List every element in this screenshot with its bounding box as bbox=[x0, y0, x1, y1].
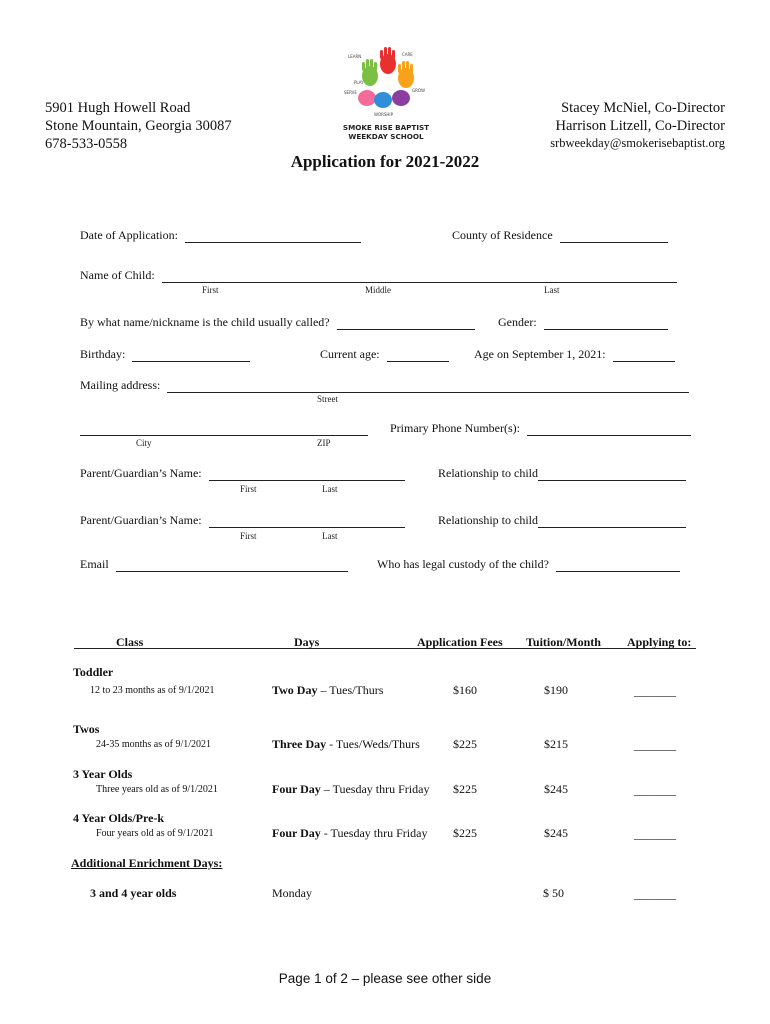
apply-fours-blank[interactable]: _______ bbox=[634, 827, 676, 841]
svg-text:SMOKE RISE BAPTIST: SMOKE RISE BAPTIST bbox=[342, 123, 430, 132]
mailing-label: Mailing address: bbox=[80, 378, 161, 392]
parent1-first-caption: First bbox=[240, 484, 257, 494]
school-address-line1: 5901 Hugh Howell Road bbox=[45, 100, 191, 116]
gender-label: Gender: bbox=[498, 315, 537, 329]
parent1-last-caption: Last bbox=[322, 484, 338, 494]
gender-field[interactable] bbox=[498, 315, 668, 330]
email-line[interactable] bbox=[116, 559, 348, 572]
apply-toddler-blank[interactable]: _______ bbox=[634, 684, 676, 698]
table-row-class: Twos bbox=[73, 722, 100, 736]
director-2: Harrison Litzell, Co-Director bbox=[555, 118, 725, 134]
table-row-class: 4 Year Olds/Pre-k bbox=[73, 811, 165, 825]
email-label: Email bbox=[80, 557, 109, 571]
current-age-line[interactable] bbox=[387, 349, 449, 362]
nickname-label: By what name/nickname is the child usually called? bbox=[80, 315, 330, 329]
svg-text:WORSHIP: WORSHIP bbox=[374, 112, 394, 117]
relationship2-label: Relationship to child bbox=[438, 513, 538, 527]
enrichment-tuition: $ 50 bbox=[543, 886, 564, 900]
table-row-days: Two Day – Tues/Thurs bbox=[272, 683, 384, 697]
svg-text:CARE: CARE bbox=[402, 52, 413, 57]
parent2-first-caption: First bbox=[240, 531, 257, 541]
handprints-icon bbox=[340, 44, 432, 146]
table-row-class: Toddler bbox=[73, 665, 114, 679]
table-row-tuition: $215 bbox=[544, 737, 568, 751]
zip-caption: ZIP bbox=[317, 438, 331, 448]
age-september-field[interactable] bbox=[474, 347, 675, 362]
svg-text:GROW: GROW bbox=[412, 88, 425, 93]
table-row-tuition: $245 bbox=[544, 782, 568, 796]
school-logo bbox=[340, 44, 432, 146]
phone-line[interactable] bbox=[527, 423, 691, 436]
table-row-fee: $160 bbox=[453, 683, 477, 697]
school-address-line2: Stone Mountain, Georgia 30087 bbox=[45, 118, 232, 134]
table-row-detail: 12 to 23 months as of 9/1/2021 bbox=[90, 685, 215, 696]
child-name-field[interactable] bbox=[80, 268, 677, 283]
enrichment-class: 3 and 4 year olds bbox=[90, 886, 177, 900]
last-caption: Last bbox=[544, 285, 560, 295]
parent1-line[interactable] bbox=[209, 468, 405, 481]
age-september-line[interactable] bbox=[613, 349, 675, 362]
school-phone: 678-533-0558 bbox=[45, 136, 128, 152]
parent2-last-caption: Last bbox=[322, 531, 338, 541]
table-row-days: Four Day – Tuesday thru Friday bbox=[272, 782, 430, 796]
relationship2-line[interactable] bbox=[538, 515, 686, 528]
email-field[interactable] bbox=[80, 557, 348, 572]
date-line[interactable] bbox=[185, 230, 361, 243]
relationship1-label: Relationship to child bbox=[438, 466, 538, 480]
parent1-name-field[interactable] bbox=[80, 466, 405, 481]
nickname-line[interactable] bbox=[337, 317, 475, 330]
current-age-field[interactable] bbox=[320, 347, 449, 362]
table-row-days: Four Day - Tuesday thru Friday bbox=[272, 826, 428, 840]
table-row-days: Three Day - Tues/Weds/Thurs bbox=[272, 737, 420, 751]
current-age-label: Current age: bbox=[320, 347, 380, 361]
svg-text:WEEKDAY SCHOOL: WEEKDAY SCHOOL bbox=[348, 132, 424, 141]
custody-label: Who has legal custody of the child? bbox=[377, 557, 549, 571]
birthday-field[interactable] bbox=[80, 347, 250, 362]
nickname-field[interactable] bbox=[80, 315, 475, 330]
child-name-label: Name of Child: bbox=[80, 268, 155, 282]
parent1-label: Parent/Guardian’s Name: bbox=[80, 466, 202, 480]
child-name-line[interactable] bbox=[162, 270, 677, 283]
table-row-fee: $225 bbox=[453, 782, 477, 796]
gender-line[interactable] bbox=[544, 317, 668, 330]
svg-text:LEARN: LEARN bbox=[348, 54, 362, 59]
date-label: Date of Application: bbox=[80, 228, 178, 242]
street-line[interactable] bbox=[167, 380, 689, 393]
col-fees-header: Application Fees bbox=[417, 635, 503, 649]
city-zip-field[interactable] bbox=[80, 421, 368, 436]
table-row-detail: Four years old as of 9/1/2021 bbox=[96, 828, 214, 839]
svg-text:PLAY: PLAY bbox=[354, 80, 364, 85]
relationship1-field[interactable] bbox=[438, 466, 686, 481]
relationship1-line[interactable] bbox=[538, 468, 686, 481]
county-field[interactable] bbox=[452, 228, 668, 243]
city-zip-line[interactable] bbox=[80, 423, 368, 436]
page-footer: Page 1 of 2 – please see other side bbox=[278, 971, 492, 986]
col-class-header: Class bbox=[116, 635, 144, 649]
county-label: County of Residence bbox=[452, 228, 553, 242]
contact-email: srbweekday@smokerisebaptist.org bbox=[550, 136, 725, 150]
enrichment-days: Monday bbox=[272, 886, 312, 900]
page-title: Application for 2021-2022 bbox=[290, 152, 480, 171]
birthday-label: Birthday: bbox=[80, 347, 126, 361]
table-row-detail: 24-35 months as of 9/1/2021 bbox=[96, 739, 211, 750]
age-september-label: Age on September 1, 2021: bbox=[474, 347, 606, 361]
table-row-tuition: $245 bbox=[544, 826, 568, 840]
middle-caption: Middle bbox=[365, 285, 391, 295]
phone-label: Primary Phone Number(s): bbox=[390, 421, 520, 435]
birthday-line[interactable] bbox=[132, 349, 250, 362]
svg-text:SERVE: SERVE bbox=[344, 90, 357, 95]
parent2-name-field[interactable] bbox=[80, 513, 405, 528]
col-tuition-header: Tuition/Month bbox=[526, 635, 601, 649]
first-caption: First bbox=[202, 285, 219, 295]
date-of-application-field[interactable] bbox=[80, 228, 361, 243]
apply-threes-blank[interactable]: _______ bbox=[634, 783, 676, 797]
col-days-header: Days bbox=[294, 635, 320, 649]
table-row-tuition: $190 bbox=[544, 683, 568, 697]
county-line[interactable] bbox=[560, 230, 668, 243]
relationship2-field[interactable] bbox=[438, 513, 686, 528]
enrichment-heading: Additional Enrichment Days: bbox=[71, 856, 223, 870]
street-caption: Street bbox=[317, 394, 338, 404]
custody-field[interactable] bbox=[377, 557, 680, 572]
table-row-detail: Three years old as of 9/1/2021 bbox=[96, 784, 218, 795]
table-row-class: 3 Year Olds bbox=[73, 767, 133, 781]
city-caption: City bbox=[136, 438, 152, 448]
col-applying-header: Applying to: bbox=[627, 635, 692, 649]
table-row-fee: $225 bbox=[453, 737, 477, 751]
director-1: Stacey McNiel, Co-Director bbox=[561, 100, 725, 116]
custody-line[interactable] bbox=[556, 559, 680, 572]
phone-field[interactable] bbox=[390, 421, 691, 436]
apply-twos-blank[interactable]: _______ bbox=[634, 738, 676, 752]
parent2-label: Parent/Guardian’s Name: bbox=[80, 513, 202, 527]
table-row-fee: $225 bbox=[453, 826, 477, 840]
apply-enrichment-blank[interactable]: _______ bbox=[634, 887, 676, 901]
parent2-line[interactable] bbox=[209, 515, 405, 528]
mailing-address-field[interactable] bbox=[80, 378, 689, 393]
table-header-rule bbox=[74, 648, 696, 649]
